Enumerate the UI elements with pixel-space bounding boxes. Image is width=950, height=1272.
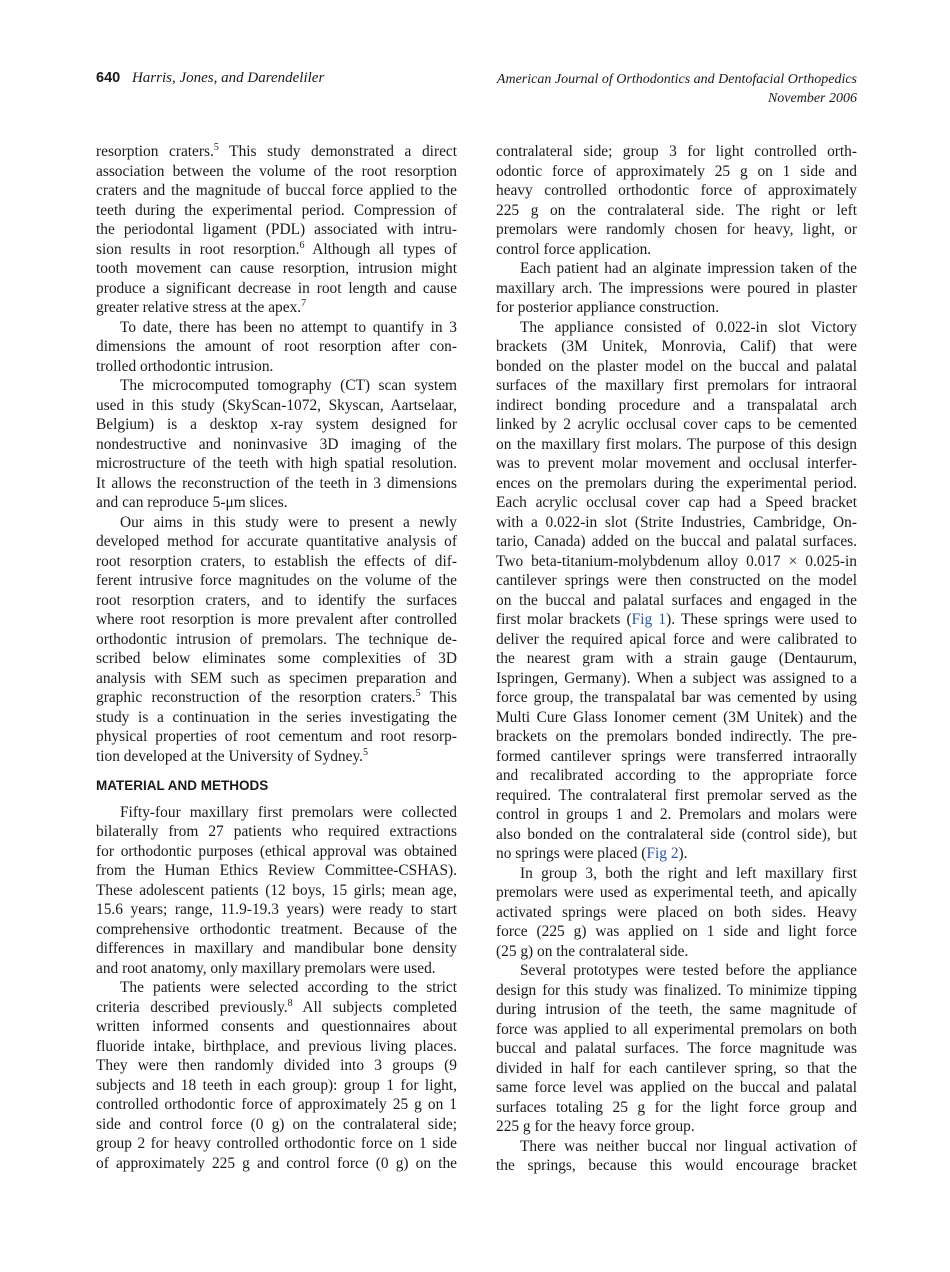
text-line: bonded on the plaster model on the buccal and palatal — [496, 357, 857, 375]
text-line: 225 g for the heavy force group. — [496, 1118, 695, 1135]
text-line: activated springs were placed on both sides. Heavy — [496, 903, 857, 921]
text-run: Although all types of — [304, 240, 457, 258]
paragraph — [96, 978, 457, 1173]
reference-superscript[interactable]: 7 — [301, 298, 307, 309]
text-line: for posterior appliance construction. — [496, 299, 720, 316]
text-line: ences on the premolars during the experimental period. — [496, 474, 857, 492]
text-line: used in this study (SkyScan-1072, Skyscan, Aartselaar, — [96, 396, 457, 414]
text-line: during intrusion of the teeth, the same magnitude of — [496, 1001, 857, 1018]
text-line: The patients were selected according to the strict — [120, 979, 457, 996]
text-line: on the buccal and palatal surfaces and engaged in the — [496, 591, 857, 609]
paragraph — [96, 376, 457, 513]
text-line: orthodontic intrusion of premolars. The technique de- — [96, 630, 457, 648]
text-line: association between the volume of the root resorption — [96, 162, 457, 180]
text-line: The microcomputed tomography (CT) scan system — [120, 377, 457, 394]
text-run: first molar brackets ( — [496, 611, 632, 628]
text-line: controlled orthodontic force of approximately 25 g on 1 — [96, 1096, 457, 1113]
text-line: fluoride intake, birthplace, and previous living places. — [96, 1037, 457, 1055]
text-line: premolars were used as experimental teeth, and apically — [496, 884, 857, 901]
text-column-right — [496, 142, 857, 1176]
text-line: the nearest gram with a strain gauge (Dentaurum, — [496, 650, 857, 667]
text-line: buccal and palatal surfaces. The force magnitude was — [496, 1040, 857, 1057]
text-line: also bonded on the contralateral side (control side), but — [496, 825, 857, 843]
text-line: tooth movement can cause resorption, intrusion might — [96, 260, 457, 277]
text-line: premolars were randomly chosen for heavy, light, or — [496, 221, 857, 238]
paragraph — [496, 864, 857, 962]
paragraph — [496, 961, 857, 1137]
text-line: nondestructive and noninvasive 3D imaging of the — [96, 435, 457, 453]
text-line: Ispringen, Germany). When a subject was assigned to a — [496, 669, 857, 687]
section-heading: MATERIAL AND METHODS — [96, 778, 269, 793]
text-line: Two beta-titanium-molybdenum alloy 0.017 × 0.025-in — [496, 552, 857, 570]
paragraph — [96, 513, 457, 767]
text-line: brackets on the premolars bonded indirectly. The pre- — [496, 728, 857, 745]
text-line: craters and the magnitude of buccal force applied to the — [96, 182, 457, 199]
text-line: same force level was applied on the buccal and palatal — [496, 1079, 857, 1096]
paragraph — [496, 142, 857, 259]
text-line: root resorption craters, to establish the effects of dif- — [96, 552, 457, 570]
text-line: Each acrylic occlusal cover cap had a Speed bracket — [496, 494, 857, 511]
text-line: required. The contralateral first premolar served as the — [496, 786, 857, 804]
text-line: subjects and 18 teeth in each group): group 1 for light, — [96, 1076, 457, 1094]
text-line: In group 3, both the right and left maxillary first — [520, 864, 857, 882]
text-line: the springs, because this would encourage bracket — [496, 1157, 857, 1174]
text-line: They were then randomly divided into 3 groups (9 — [96, 1057, 457, 1074]
text-run: This — [420, 689, 457, 706]
text-line — [96, 142, 457, 162]
text-line: force (225 g) was applied on 1 side and light force — [496, 923, 857, 940]
text-line: written informed consents and questionnaires about — [96, 1018, 457, 1035]
text-line: from the Human Ethics Review Committee-CSHAS). — [96, 862, 457, 879]
text-line: Each patient had an alginate impression taken of the — [520, 260, 857, 277]
text-line: Belgium) is a desktop x-ray system designed for — [96, 416, 457, 433]
text-run: no springs were placed ( — [496, 845, 647, 862]
text-line: Several prototypes were tested before the appliance — [520, 962, 857, 979]
text-line: force group, the transpalatal bar was cemented by using — [496, 689, 857, 706]
text-line: 225 g on the contralateral side. The right or left — [496, 201, 857, 219]
text-line — [96, 998, 457, 1018]
text-run: graphic reconstruction of the resorption craters. — [96, 689, 416, 706]
reference-superscript[interactable]: 5 — [213, 142, 219, 153]
text-line: group 2 for heavy controlled orthodontic force on 1 side — [96, 1135, 457, 1152]
text-line: trolled orthodontic intrusion. — [96, 357, 274, 375]
text-line: The appliance consisted of 0.022-in slot Victory — [520, 318, 857, 336]
paragraph — [496, 318, 857, 864]
text-line — [96, 747, 457, 767]
text-line: the periodontal ligament (PDL) associated with intru- — [96, 221, 457, 238]
text-run: This study demonstrated a direct — [218, 143, 458, 160]
paragraph — [496, 259, 857, 318]
text-line: deliver the required apical force and were calibrated to — [496, 630, 857, 648]
text-line: Multi Cure Glass Ionomer cement (3M Unitek) and the — [496, 708, 857, 726]
reference-superscript[interactable]: 6 — [299, 239, 305, 251]
text-line: divided in half for each cantilever spring, so that the — [496, 1059, 857, 1077]
text-line: brackets (3M Unitek, Monrovia, Calif) that were — [496, 338, 857, 355]
text-line: with a 0.022-in slot (Strite Industries, Cambridge, On- — [496, 513, 857, 531]
text-run: criteria described previously. — [96, 998, 288, 1016]
text-line — [496, 610, 857, 630]
text-line: These adolescent patients (12 boys, 15 girls; mean age, — [96, 881, 457, 899]
running-header-right — [497, 70, 857, 108]
reference-superscript[interactable]: 5 — [363, 746, 368, 758]
text-line: cantilever springs were then constructed on the model — [496, 572, 857, 589]
text-line: force was applied to all experimental premolars on both — [496, 1020, 857, 1038]
text-line: control in groups 1 and 2. Premolars and molars were — [496, 806, 857, 823]
text-line: 15.6 years; range, 11.9-19.3 years) were ready to start — [96, 901, 457, 918]
text-line: teeth during the experimental period. Compression of — [96, 201, 457, 219]
text-line: surfaces of the maxillary first premolars for intraoral — [496, 377, 857, 394]
reference-superscript[interactable]: 5 — [415, 688, 421, 699]
text-line: dimensions the amount of root resorption after con- — [96, 338, 457, 355]
text-line: ferent intrusive force magnitudes on the volume of the — [96, 572, 457, 589]
text-line — [96, 688, 457, 708]
text-line — [496, 844, 857, 864]
text-line: design for this study was finalized. To minimize tipping — [496, 981, 857, 999]
issue-date: November 2006 — [767, 91, 857, 106]
text-line: differences in maxillary and mandibular bone density — [96, 940, 457, 957]
text-line: study is a continuation in the series investigating the — [96, 708, 457, 726]
paragraph — [96, 803, 457, 979]
text-line: side and control force (0 g) on the contralateral side; — [96, 1115, 457, 1133]
running-authors: Harris, Jones, and Darendeliler — [131, 70, 325, 86]
text-line: Our aims in this study were to present a newly — [120, 513, 457, 531]
text-line: where root resorption is more prevalent after controlled — [96, 611, 457, 628]
text-line: surfaces totaling 25 g for the light force group and — [496, 1098, 857, 1116]
text-line: (25 g) on the contralateral side. — [496, 942, 689, 960]
text-run: ). These springs were used to — [666, 611, 858, 628]
text-line: of approximately 225 g and control force (0 g) on the — [96, 1154, 457, 1172]
text-line: developed method for accurate quantitative analysis of — [96, 533, 457, 550]
text-line: comprehensive orthodontic treatment. Because of the — [96, 920, 457, 938]
running-header-left — [96, 70, 324, 87]
text-line — [96, 298, 457, 318]
text-line: on the maxillary first molars. The purpose of this design — [496, 435, 857, 453]
text-line: odontic force of approximately 25 g on 1 side and — [496, 162, 857, 180]
figure-link[interactable]: Fig 2 — [646, 845, 679, 862]
text-run: All subjects completed — [292, 998, 458, 1016]
text-line — [96, 240, 457, 260]
paragraph — [96, 142, 457, 318]
text-line: and recalibrated according to the appropriate force — [496, 767, 857, 784]
text-line: root resorption craters, and to identify the surfaces — [96, 591, 457, 609]
text-line: formed cantilever springs were transferred intraorally — [496, 747, 857, 765]
text-line: scribed below eliminates some complexities of 3D — [96, 650, 457, 667]
text-line: It allows the reconstruction of the teeth in 3 dimensions — [96, 474, 457, 492]
text-line: for orthodontic purposes (ethical approval was obtained — [96, 842, 457, 860]
paragraph — [496, 1137, 857, 1176]
page-number: 640 — [96, 70, 121, 86]
text-line: tario, Canada) added on the buccal and palatal surfaces. — [496, 533, 857, 550]
reference-superscript[interactable]: 8 — [287, 997, 293, 1009]
text-line: microstructure of the teeth with high spatial resolution. — [96, 455, 457, 472]
text-line: physical properties of root cementum and root resorp- — [96, 728, 457, 745]
text-line: Fifty-four maxillary first premolars were collected — [120, 803, 457, 821]
text-line: and can reproduce 5-μm slices. — [96, 494, 288, 511]
text-line: was to prevent molar movement and occlusal interfer- — [496, 455, 857, 472]
journal-title: American Journal of Orthodontics and Dentofacial Orthopedics — [496, 72, 857, 87]
paragraph — [96, 318, 457, 377]
text-line: To date, there has been no attempt to quantify in 3 — [120, 318, 457, 336]
text-line: control force application. — [496, 240, 652, 258]
text-line: and root anatomy, only maxillary premolars were used. — [96, 959, 436, 977]
text-column-left — [96, 142, 457, 1173]
text-line: linked by 2 acrylic occlusal cover caps to be cemented — [496, 416, 857, 433]
text-run: tion developed at the University of Sydney. — [96, 747, 363, 765]
text-line: heavy controlled orthodontic force of approximately — [496, 182, 857, 199]
text-line: maxillary arch. The impressions were poured in plaster — [496, 279, 857, 297]
text-line: contralateral side; group 3 for light controlled orth- — [496, 143, 857, 160]
text-line: produce a significant decrease in root length and cause — [96, 279, 457, 297]
text-run: resorption craters. — [96, 143, 214, 160]
figure-link[interactable]: Fig 1 — [631, 611, 667, 628]
text-line: bilaterally from 27 patients who required extractions — [96, 823, 457, 840]
text-run: greater relative stress at the apex. — [96, 299, 302, 316]
text-line: analysis with SEM such as specimen preparation and — [96, 669, 457, 687]
text-run: sion results in root resorption. — [96, 240, 300, 258]
text-run: ). — [678, 845, 688, 862]
text-line: indirect bonding procedure and a transpalatal arch — [496, 396, 857, 414]
text-line: There was neither buccal nor lingual activation of — [520, 1137, 857, 1155]
